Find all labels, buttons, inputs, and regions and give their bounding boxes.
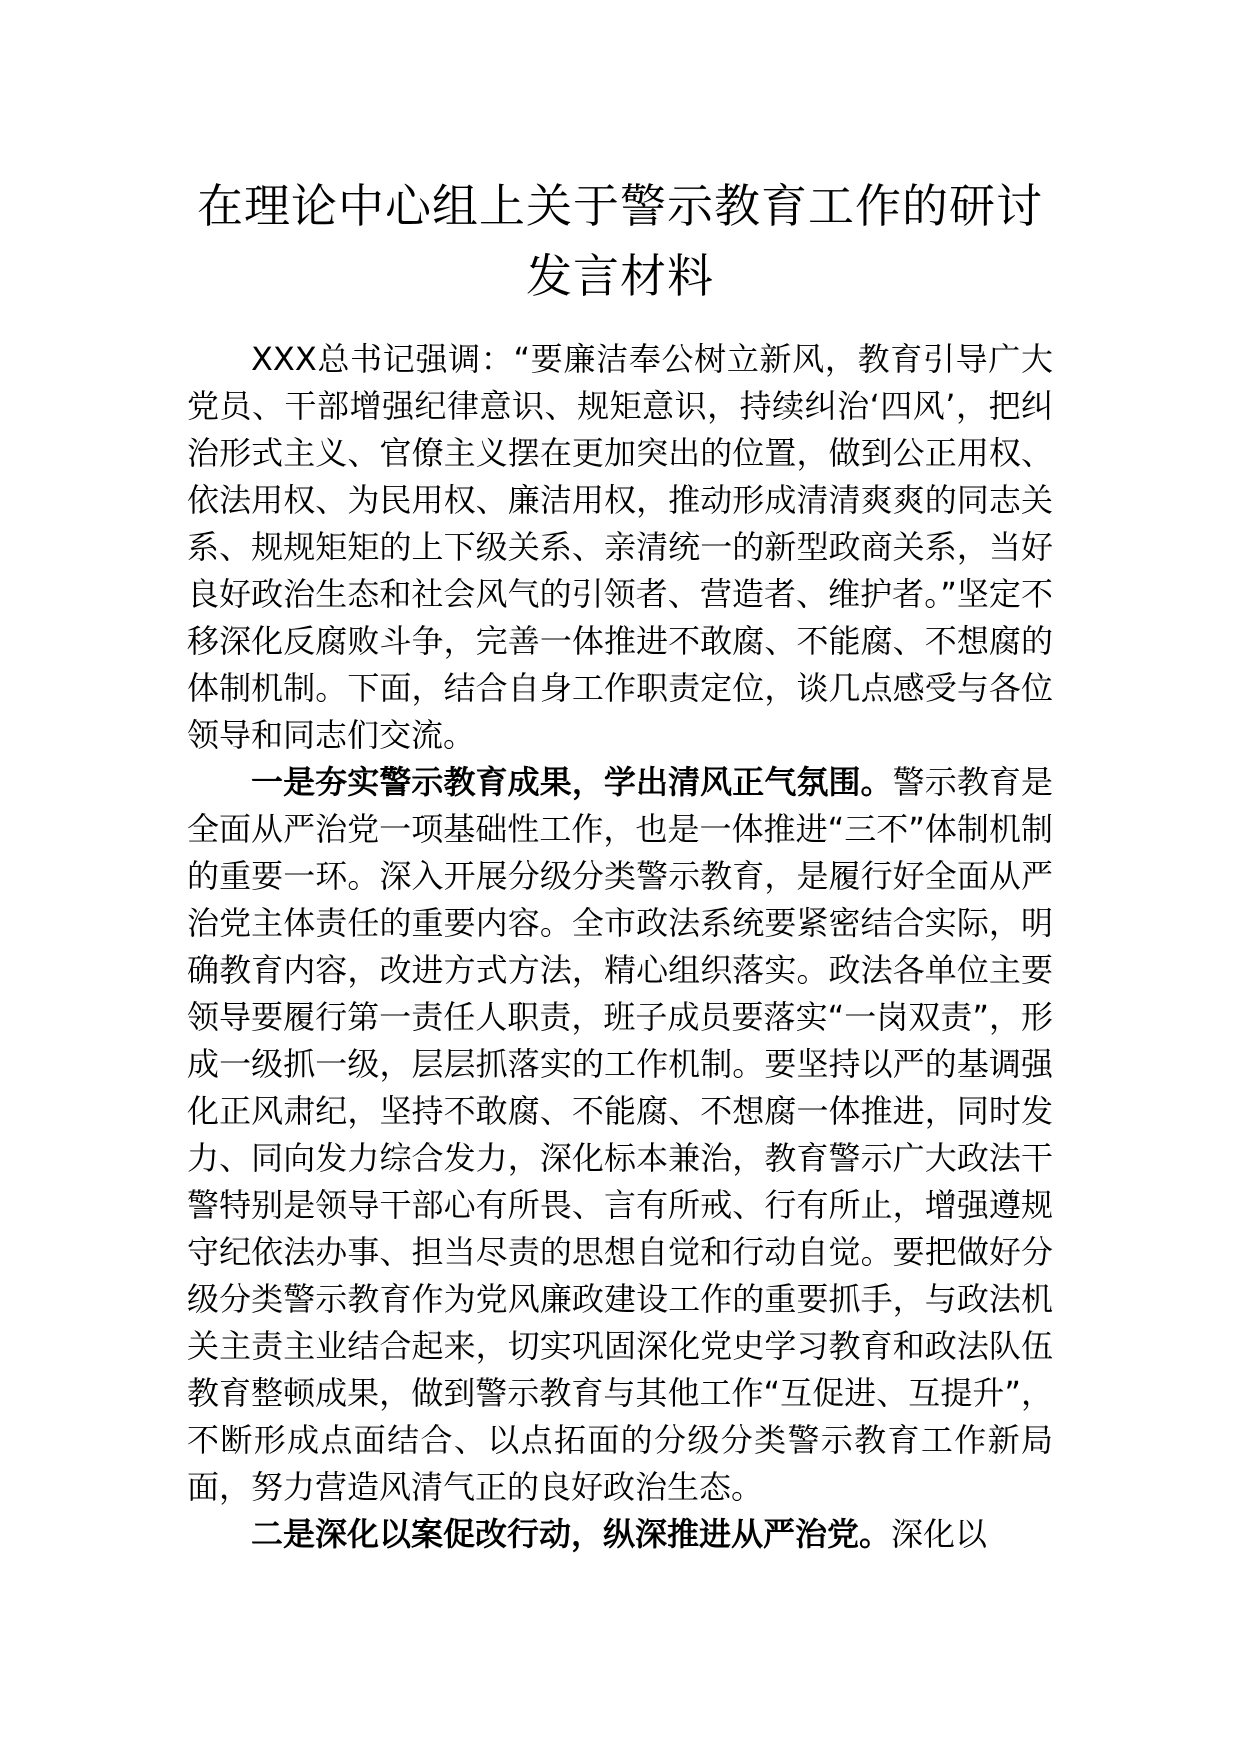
paragraph-point-two	[187, 1511, 1053, 1558]
document-body	[187, 336, 1053, 1558]
paragraph-point-one	[187, 759, 1053, 1511]
paragraph-lead: 一是夯实警示教育成果，学出清风正气氛围。	[251, 763, 893, 801]
paragraph-text: 警示教育是全面从严治党一项基础性工作，也是一体推进“三不”体制机制的重要一环。深入开展分级分类警示教育，是履行好全面从严治党主体责任的重要内容。全市政法系统要紧密结合实际，明确教育内容，改进方式方法，精心组织落实。政法各单位主要领导要履行第一责任人职责，班子成员要落实“一岗双责”，形成一级抓一级，层层抓落实的工作机制。要坚持以严的基调强化正风肃纪，坚持不敢腐、不能腐、不想腐一体推进，同时发力、同向发力综合发力，深化标本兼治，教育警示广大政法干警特别是领导干部心有所畏、言有所戒、行有所止，增强遵规守纪依法办事、担当尽责的思想自觉和行动自觉。要把做好分级分类警示教育作为党风廉政建设工作的重要抓手，与政法机关主责主业结合起来，切实巩固深化党史学习教育和政法队伍教育整顿成果，做到警示教育与其他工作“互促进、互提升”，不断形成点面结合、以点拓面的分级分类警示教育工作新局面，努力营造风清气正的良好政治生态。	[187, 763, 1053, 1506]
paragraph-text: XXX总书记强调：“要廉洁奉公树立新风，教育引导广大党员、干部增强纪律意识、规矩意识，持续纠治‘四风’，把纠治形式主义、官僚主义摆在更加突出的位置，做到公正用权、依法用权、为民用权、廉洁用权，推动形成清清爽爽的同志关系、规规矩矩的上下级关系、亲清统一的新型政商关系，当好良好政治生态和社会风气的引领者、营造者、维护者。”坚定不移深化反腐败斗争，完善一体推进不敢腐、不能腐、不想腐的体制机制。下面，结合自身工作职责定位，谈几点感受与各位领导和同志们交流。	[187, 340, 1053, 754]
paragraph-intro	[187, 336, 1053, 759]
document-title-line-1: 在理论中心组上关于警示教育工作的研讨	[197, 179, 1043, 233]
document-title-line-2: 发言材料	[526, 249, 714, 303]
paragraph-text: 深化以	[891, 1515, 988, 1553]
paragraph-lead: 二是深化以案促改行动，纵深推进从严治党。	[251, 1515, 892, 1553]
